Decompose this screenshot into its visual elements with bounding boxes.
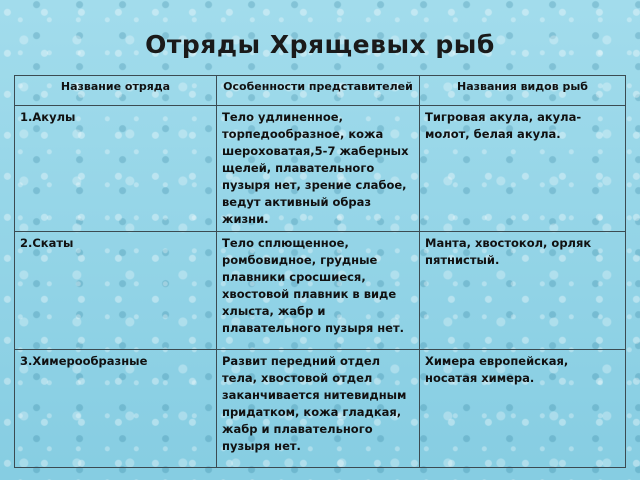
cell-order-name: 2.Скаты: [15, 232, 217, 350]
header-features: Особенности представителей: [217, 76, 420, 106]
slide-title: Отряды Хрящевых рыб: [145, 30, 495, 59]
table-header-row: [15, 76, 626, 106]
table-row: [15, 106, 626, 232]
table-row: [15, 350, 626, 468]
cell-species: Тигровая акула, акула-молот, белая акула.: [420, 106, 626, 232]
cell-species: Химера европейская, носатая химера.: [420, 350, 626, 468]
header-order-name: Название отряда: [15, 76, 217, 106]
cell-features: Тело удлиненное, торпедообразное, кожа шероховатая,5-7 жаберных щелей, плавательного пузыря нет, зрение слабое, ведут активный образ жизни.: [217, 106, 420, 232]
cell-features: Тело сплющенное, ромбовидное, грудные плавники сросшиеся, хвостовой плавник в виде хлыста, жабр и плавательного пузыря нет.: [217, 232, 420, 350]
orders-table: [14, 75, 626, 468]
cell-features: Развит передний отдел тела, хвостовой отдел заканчивается нитевидным придатком, кожа гладкая, жабр и плавательного пузыря нет.: [217, 350, 420, 468]
cell-order-name: 1.Акулы: [15, 106, 217, 232]
header-species: Названия видов рыб: [420, 76, 626, 106]
cell-species: Манта, хвостокол, орляк пятнистый.: [420, 232, 626, 350]
table-row: [15, 232, 626, 350]
cell-order-name: 3.Химерообразные: [15, 350, 217, 468]
